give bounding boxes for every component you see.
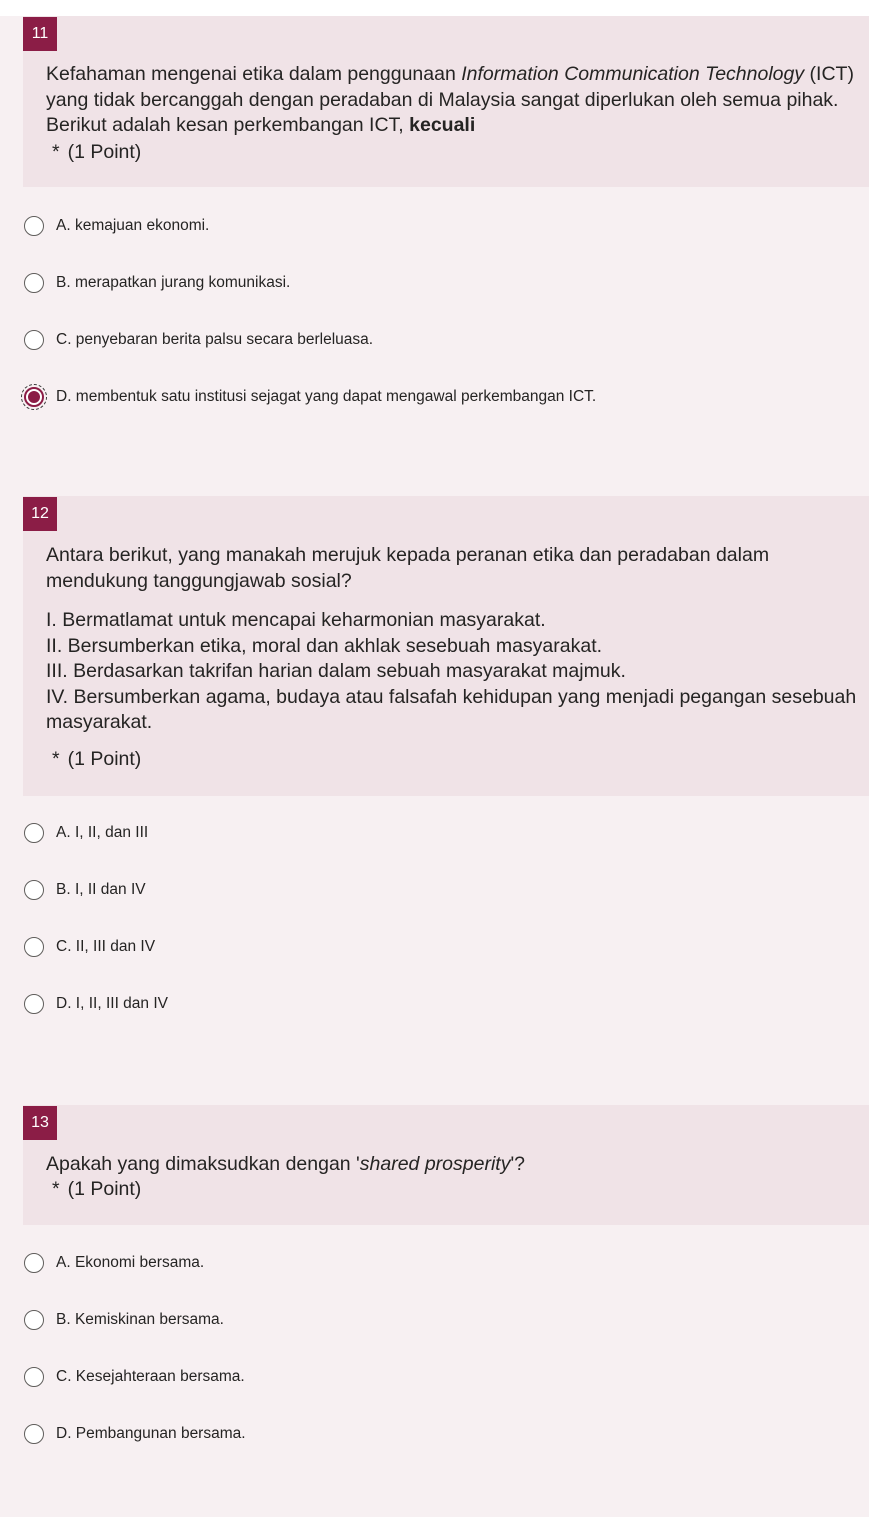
option-13-c[interactable] [24,1364,245,1390]
option-12-a[interactable] [24,820,148,846]
option-12-d[interactable] [24,991,168,1017]
question-11-points: * (1 Point) [52,141,142,163]
question-number-badge: 13 [23,1106,57,1140]
option-label: A. I, II, dan III [56,824,149,841]
option-12-b[interactable] [24,877,146,903]
radio-button[interactable] [24,994,44,1014]
question-13-text: Apakah yang dimaksudkan dengan 'shared prosperity'? [46,1153,526,1175]
option-label: B. Kemiskinan bersama. [56,1311,224,1328]
radio-button[interactable] [24,1367,44,1387]
radio-button[interactable] [24,216,44,236]
question-11-text: Kefahaman mengenai etika dalam penggunaan Information Communication Technology (ICT) yang tidak bercanggah dengan peradaban di Malaysia sangat diperlukan oleh semua pihak. Berikut adalah kesan perkembangan ICT, kecuali [46,63,854,136]
option-label: C. penyebaran berita palsu secara berleluasa. [56,331,374,348]
statement: I. Bermatlamat untuk mencapai keharmonian masyarakat. [46,609,546,631]
option-label: D. membentuk satu institusi sejagat yang dapat mengawal perkembangan ICT. [56,388,597,405]
question-12-text: Antara berikut, yang manakah merujuk kepada peranan etika dan peradaban dalam mendukung tanggungjawab sosial? I. Bermatlamat untuk mencapai keharmonian masyarakat. II. Bersumberkan etika, moral dan akhlak sesebuah masyarakat. III. Berdasarkan takrifan harian dalam sebuah masyarakat majmuk. IV. Bersumberkan agama, budaya atau falsafah kehidupan yang menjadi pegangan sesebuah masyarakat. [46,543,861,736]
statement: III. Berdasarkan takrifan harian dalam sebuah masyarakat majmuk. [46,660,626,682]
statement: II. Bersumberkan etika, moral dan akhlak sesebuah masyarakat. [46,634,603,657]
option-13-b[interactable] [24,1307,224,1333]
radio-button[interactable] [24,880,44,900]
radio-button[interactable] [24,1424,44,1444]
radio-button[interactable] [24,330,44,350]
option-12-c[interactable] [24,934,155,960]
statement: IV. Bersumberkan agama, budaya atau falsafah kehidupan yang menjadi pegangan sesebuah masyarakat. [46,685,857,733]
question-number-badge: 12 [23,497,57,531]
question-number-badge: 11 [23,17,57,51]
option-label: B. merapatkan jurang komunikasi. [56,274,291,291]
required-mark: * [52,1178,60,1200]
option-label: C. Kesejahteraan bersama. [56,1368,245,1385]
option-13-d[interactable] [24,1421,246,1447]
option-11-a[interactable] [24,213,209,239]
radio-button-selected[interactable] [24,387,44,407]
option-label: A. Ekonomi bersama. [56,1254,205,1271]
required-mark: * [52,141,60,163]
option-13-a[interactable] [24,1250,204,1276]
option-label: A. kemajuan ekonomi. [56,217,210,234]
question-13-points: * (1 Point) [52,1178,142,1200]
question-12-points: * (1 Point) [52,748,142,770]
radio-button[interactable] [24,1310,44,1330]
option-11-d[interactable] [24,384,596,410]
top-strip [0,0,869,16]
radio-button[interactable] [24,273,44,293]
option-label: D. I, II, III dan IV [56,995,168,1012]
option-11-b[interactable] [24,270,290,296]
option-11-c[interactable] [24,327,373,353]
option-label: C. II, III dan IV [56,938,156,955]
radio-button[interactable] [24,823,44,843]
required-mark: * [52,748,60,770]
radio-button[interactable] [24,1253,44,1273]
radio-button[interactable] [24,937,44,957]
option-label: D. Pembangunan bersama. [56,1425,246,1442]
option-label: B. I, II dan IV [56,881,146,898]
